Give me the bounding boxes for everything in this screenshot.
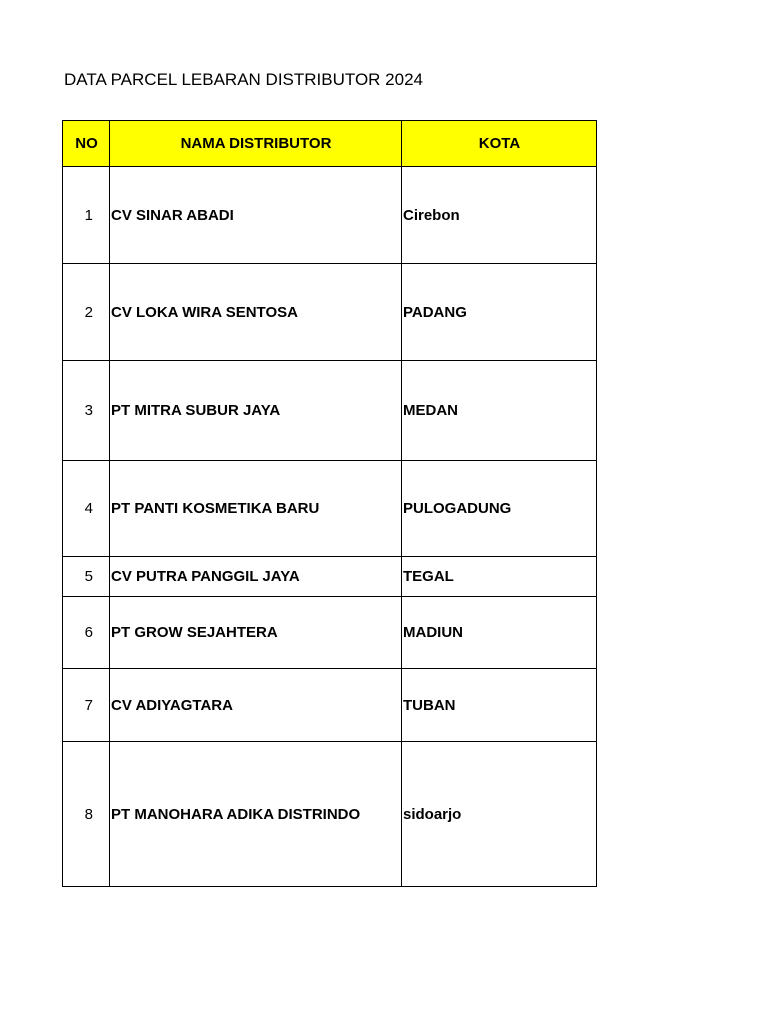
header-distributor-name: NAMA DISTRIBUTOR <box>110 121 402 167</box>
table-header-row <box>63 121 597 167</box>
document-title: DATA PARCEL LEBARAN DISTRIBUTOR 2024 <box>64 70 424 89</box>
row-number: 7 <box>63 669 110 742</box>
header-no: NO <box>63 121 110 167</box>
city-name: TUBAN <box>402 669 597 742</box>
table-row <box>63 597 597 669</box>
distributor-name: PT PANTI KOSMETIKA BARU <box>110 461 402 557</box>
distributor-table <box>62 120 597 887</box>
row-number: 1 <box>63 167 110 264</box>
header-city: KOTA <box>402 121 597 167</box>
table-row <box>63 669 597 742</box>
distributor-name: CV PUTRA PANGGIL JAYA <box>110 557 402 597</box>
row-number: 8 <box>63 742 110 887</box>
distributor-name: CV ADIYAGTARA <box>110 669 402 742</box>
city-name: PULOGADUNG <box>402 461 597 557</box>
distributor-name: PT MANOHARA ADIKA DISTRINDO <box>110 742 402 887</box>
row-number: 5 <box>63 557 110 597</box>
table-row <box>63 264 597 361</box>
city-name: TEGAL <box>402 557 597 597</box>
distributor-name: CV SINAR ABADI <box>110 167 402 264</box>
table-row <box>63 461 597 557</box>
city-name: Cirebon <box>402 167 597 264</box>
table-row <box>63 557 597 597</box>
city-name: MADIUN <box>402 597 597 669</box>
table-row <box>63 167 597 264</box>
row-number: 2 <box>63 264 110 361</box>
table-row <box>63 361 597 461</box>
city-name: MEDAN <box>402 361 597 461</box>
table-row <box>63 742 597 887</box>
city-name: sidoarjo <box>402 742 597 887</box>
distributor-name: PT GROW SEJAHTERA <box>110 597 402 669</box>
row-number: 4 <box>63 461 110 557</box>
distributor-name: PT MITRA SUBUR JAYA <box>110 361 402 461</box>
city-name: PADANG <box>402 264 597 361</box>
row-number: 6 <box>63 597 110 669</box>
distributor-name: CV LOKA WIRA SENTOSA <box>110 264 402 361</box>
row-number: 3 <box>63 361 110 461</box>
